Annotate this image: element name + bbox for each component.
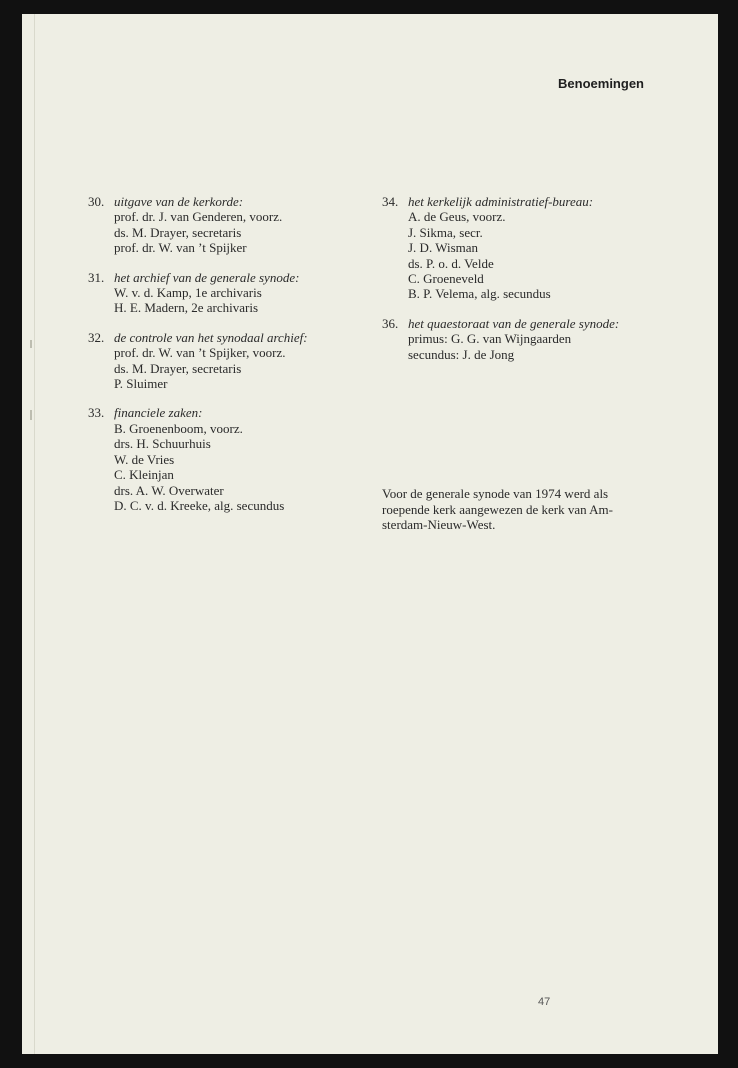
left-column — [88, 194, 348, 527]
member-line: secundus: J. de Jong — [408, 346, 515, 362]
member-line: drs. A. W. Overwater — [114, 482, 224, 498]
member-line: B. Groenenboom, voorz. — [114, 420, 243, 436]
member-line: A. de Geus, voorz. — [408, 209, 506, 225]
section-number: 34. — [382, 194, 399, 209]
section-number: 33. — [88, 405, 105, 421]
member-line: ds. M. Drayer, secretaris — [114, 224, 242, 240]
section-heading: financiele zaken: — [114, 405, 203, 421]
member-line: prof. dr. W. van ’t Spijker — [114, 240, 247, 256]
appointment-section-31 — [88, 270, 348, 316]
member-line: C. Kleinjan — [114, 467, 174, 483]
member-line: D. C. v. d. Kreeke, alg. secundus — [114, 497, 285, 513]
section-number: 32. — [88, 329, 105, 345]
member-line: drs. H. Schuurhuis — [114, 436, 211, 452]
section-title — [88, 405, 348, 420]
section-heading: uitgave van de kerkorde: — [114, 194, 244, 209]
appointment-section-32 — [88, 330, 348, 392]
note-line: roepende kerk aangewezen de kerk van Am- — [382, 501, 613, 517]
note-line: Voor de generale synode van 1974 werd als — [382, 486, 609, 501]
member-line: ds. M. Drayer, secretaris — [114, 360, 242, 376]
member-line: J. Sikma, secr. — [408, 224, 483, 240]
member-line: ds. P. o. d. Velde — [408, 255, 494, 271]
synod-note — [382, 486, 652, 533]
section-heading: de controle van het synodaal archief: — [114, 329, 308, 345]
section-title — [382, 316, 652, 331]
right-column — [382, 194, 652, 376]
member-line: H. E. Madern, 2e archivaris — [114, 300, 259, 316]
member-line: primus: G. G. van Wijngaarden — [408, 331, 572, 347]
note-line: sterdam-Nieuw-West. — [382, 517, 496, 533]
member-line: B. P. Velema, alg. secundus — [408, 286, 551, 302]
section-title — [88, 330, 348, 345]
appointment-section-33 — [88, 405, 348, 513]
section-title — [382, 194, 652, 209]
margin-mark — [30, 410, 32, 420]
margin-mark — [30, 340, 32, 348]
section-title — [88, 194, 348, 209]
appointment-section-30 — [88, 194, 348, 256]
member-line: prof. dr. J. van Genderen, voorz. — [114, 209, 283, 225]
running-header: Benoemingen — [558, 76, 644, 91]
member-line: P. Sluimer — [114, 376, 168, 392]
appointment-section-36 — [382, 316, 652, 362]
member-line: prof. dr. W. van ’t Spijker, voorz. — [114, 345, 286, 361]
member-line: W. v. d. Kamp, 1e archivaris — [114, 285, 262, 301]
appointment-section-34 — [382, 194, 652, 302]
page-paper — [22, 14, 718, 1054]
page-number: 47 — [538, 996, 551, 1008]
member-line: W. de Vries — [114, 451, 175, 467]
section-number: 30. — [88, 194, 105, 209]
spine-line — [34, 14, 35, 1054]
member-line: J. D. Wisman — [408, 240, 479, 256]
section-heading: het kerkelijk administratief-bureau: — [408, 194, 594, 209]
section-title — [88, 270, 348, 285]
member-line: C. Groeneveld — [408, 271, 484, 287]
section-heading: het quaestoraat van de generale synode: — [408, 315, 620, 331]
section-number: 36. — [382, 315, 399, 331]
section-number: 31. — [88, 269, 105, 285]
section-heading: het archief van de generale synode: — [114, 269, 300, 285]
